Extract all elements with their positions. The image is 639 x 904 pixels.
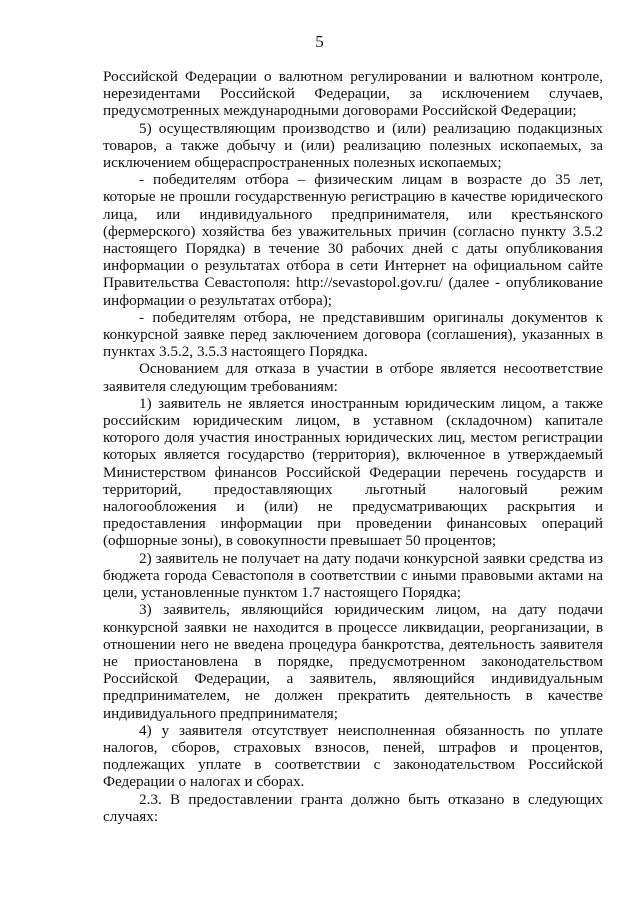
- document-body: [103, 68, 603, 825]
- paragraph-requirement-2: 2) заявитель не получает на дату подачи конкурсной заявки средства из бюджета города Севастополя в соответствии с иными правовыми актами на цели, установленные пунктом 1.7 настоящего Порядка;: [103, 549, 603, 602]
- paragraph-requirement-1: 1) заявитель не является иностранным юридическим лицом, а также российским юридическим лицом, в уставном (складочном) капитале которого доля участия иностранных юридических лиц, местом регистрации которых является государство (территория), включенное в утверждаемый Министерством финансов Российской Федерации перечень государств и территорий, предоставляющих льготный налоговый режим налогообложения и (или) не предусматривающих раскрытия и предоставления информации при проведении финансовых операций (офшорные зоны), в совокупности превышает 50 процентов;: [103, 394, 603, 550]
- paragraph-dash-no-originals: - победителям отбора, не представившим оригиналы документов к конкурсной заявке перед заключением договора (соглашения), указанных в пунктах 3.5.2, 3.5.3 настоящего Порядка.: [103, 308, 603, 361]
- paragraph-continuation: Российской Федерации о валютном регулировании и валютном контроле, нерезидентами Российской Федерации, за исключением случаев, предусмотренных международными договорами Российской Федерации;: [103, 68, 603, 120]
- paragraph-section-2-3: 2.3. В предоставлении гранта должно быть отказано в следующих случаях:: [103, 790, 603, 825]
- paragraph-refusal-grounds: Основанием для отказа в участии в отборе является несоответствие заявителя следующим требованиям:: [103, 360, 603, 395]
- paragraph-requirement-4: 4) у заявителя отсутствует неисполненная обязанность по уплате налогов, сборов, страховых взносов, пеней, штрафов и процентов, подлежащих уплате в соответствии с законодательством Российской Федерации о налогах и сборах.: [103, 721, 603, 791]
- paragraph-dash-young-winners: - победителям отбора – физическим лицам в возрасте до 35 лет, которые не прошли государственную регистрацию в качестве юридического лица, или индивидуального предпринимателя, или крестьянского (фермерского) хозяйства без уважительных причин (согласно пункту 3.5.2 настоящего Порядка) в течение 30 рабочих дней с даты опубликования информации о результатах отбора в сети Интернет на официальном сайте Правительства Севастополя: http://sevastopol.gov.ru/ (далее - опубликование информации о результатах отбора);: [103, 171, 603, 309]
- paragraph-requirement-3: 3) заявитель, являющийся юридическим лицом, на дату подачи конкурсной заявки не находится в процессе ликвидации, реорганизации, в отношении него не введена процедура банкротства, деятельность заявителя не приостановлена в порядке, предусмотренном законодательством Российской Федерации, а заявитель, являющийся индивидуальным предпринимателем, не должен прекратить деятельность в качестве индивидуального предпринимателя;: [103, 601, 603, 722]
- page-number: 5: [315, 32, 324, 51]
- paragraph-item-5: 5) осуществляющим производство и (или) реализацию подакцизных товаров, а также добычу и (или) реализацию полезных ископаемых, за исключением общераспространенных полезных ископаемых;: [103, 119, 603, 172]
